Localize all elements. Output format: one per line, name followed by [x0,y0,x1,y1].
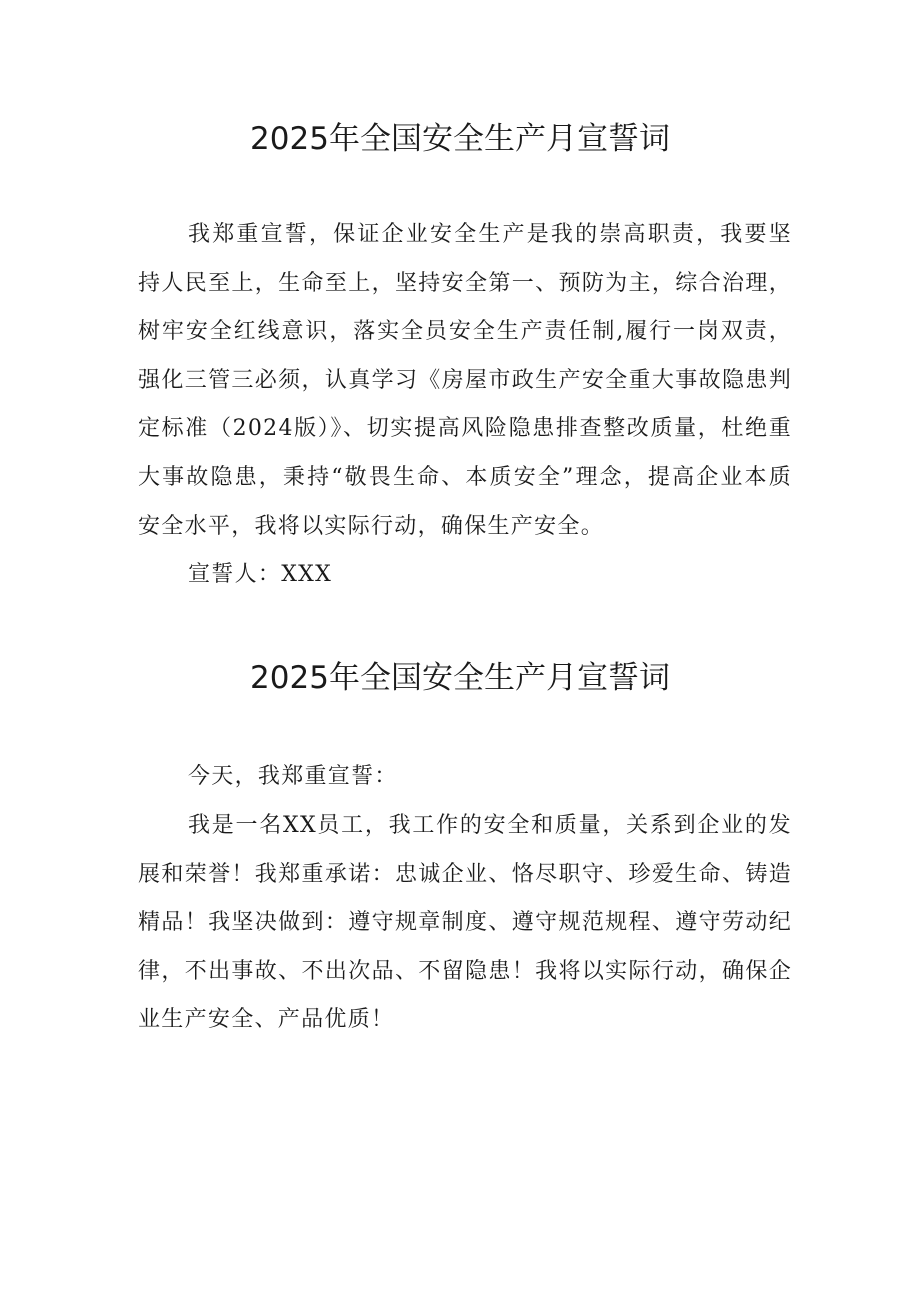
oath-paragraph-1: 我郑重宣誓，保证企业安全生产是我的崇高职责，我要坚持人民至上，生命至上，坚持安全第一、预防为主，综合治理，树牢安全红线意识，落实全员安全生产责任制,履行一岗双责，强化三管三必须，认真学习《房屋市政生产安全重大事故隐患判定标准（2024版）》、切实提高风险隐患排查整改质量，杜绝重大事故隐患，秉持“敬畏生命、本质安全”理念，提高企业本质安全水平，我将以实际行动，确保生产安全。 [138,222,792,539]
oath-intro: 今天，我郑重宣誓： [188,764,398,789]
oath-title-2: 2025年全国安全生产月宣誓词 [250,660,670,696]
oath-paragraph-2: 我是一名XX员工，我工作的安全和质量，关系到企业的发展和荣誉！我郑重承诺：忠诚企业、恪尽职守、珍爱生命、铸造精品！我坚决做到：遵守规章制度、遵守规范规程、遵守劳动纪律，不出事故、不出次品、不留隐患！我将以实际行动，确保企业生产安全、产品优质！ [138,813,792,1033]
oath-title-1: 2025年全国安全生产月宣誓词 [250,121,670,157]
oath-signatory: 宣誓人：XXX [188,562,333,587]
